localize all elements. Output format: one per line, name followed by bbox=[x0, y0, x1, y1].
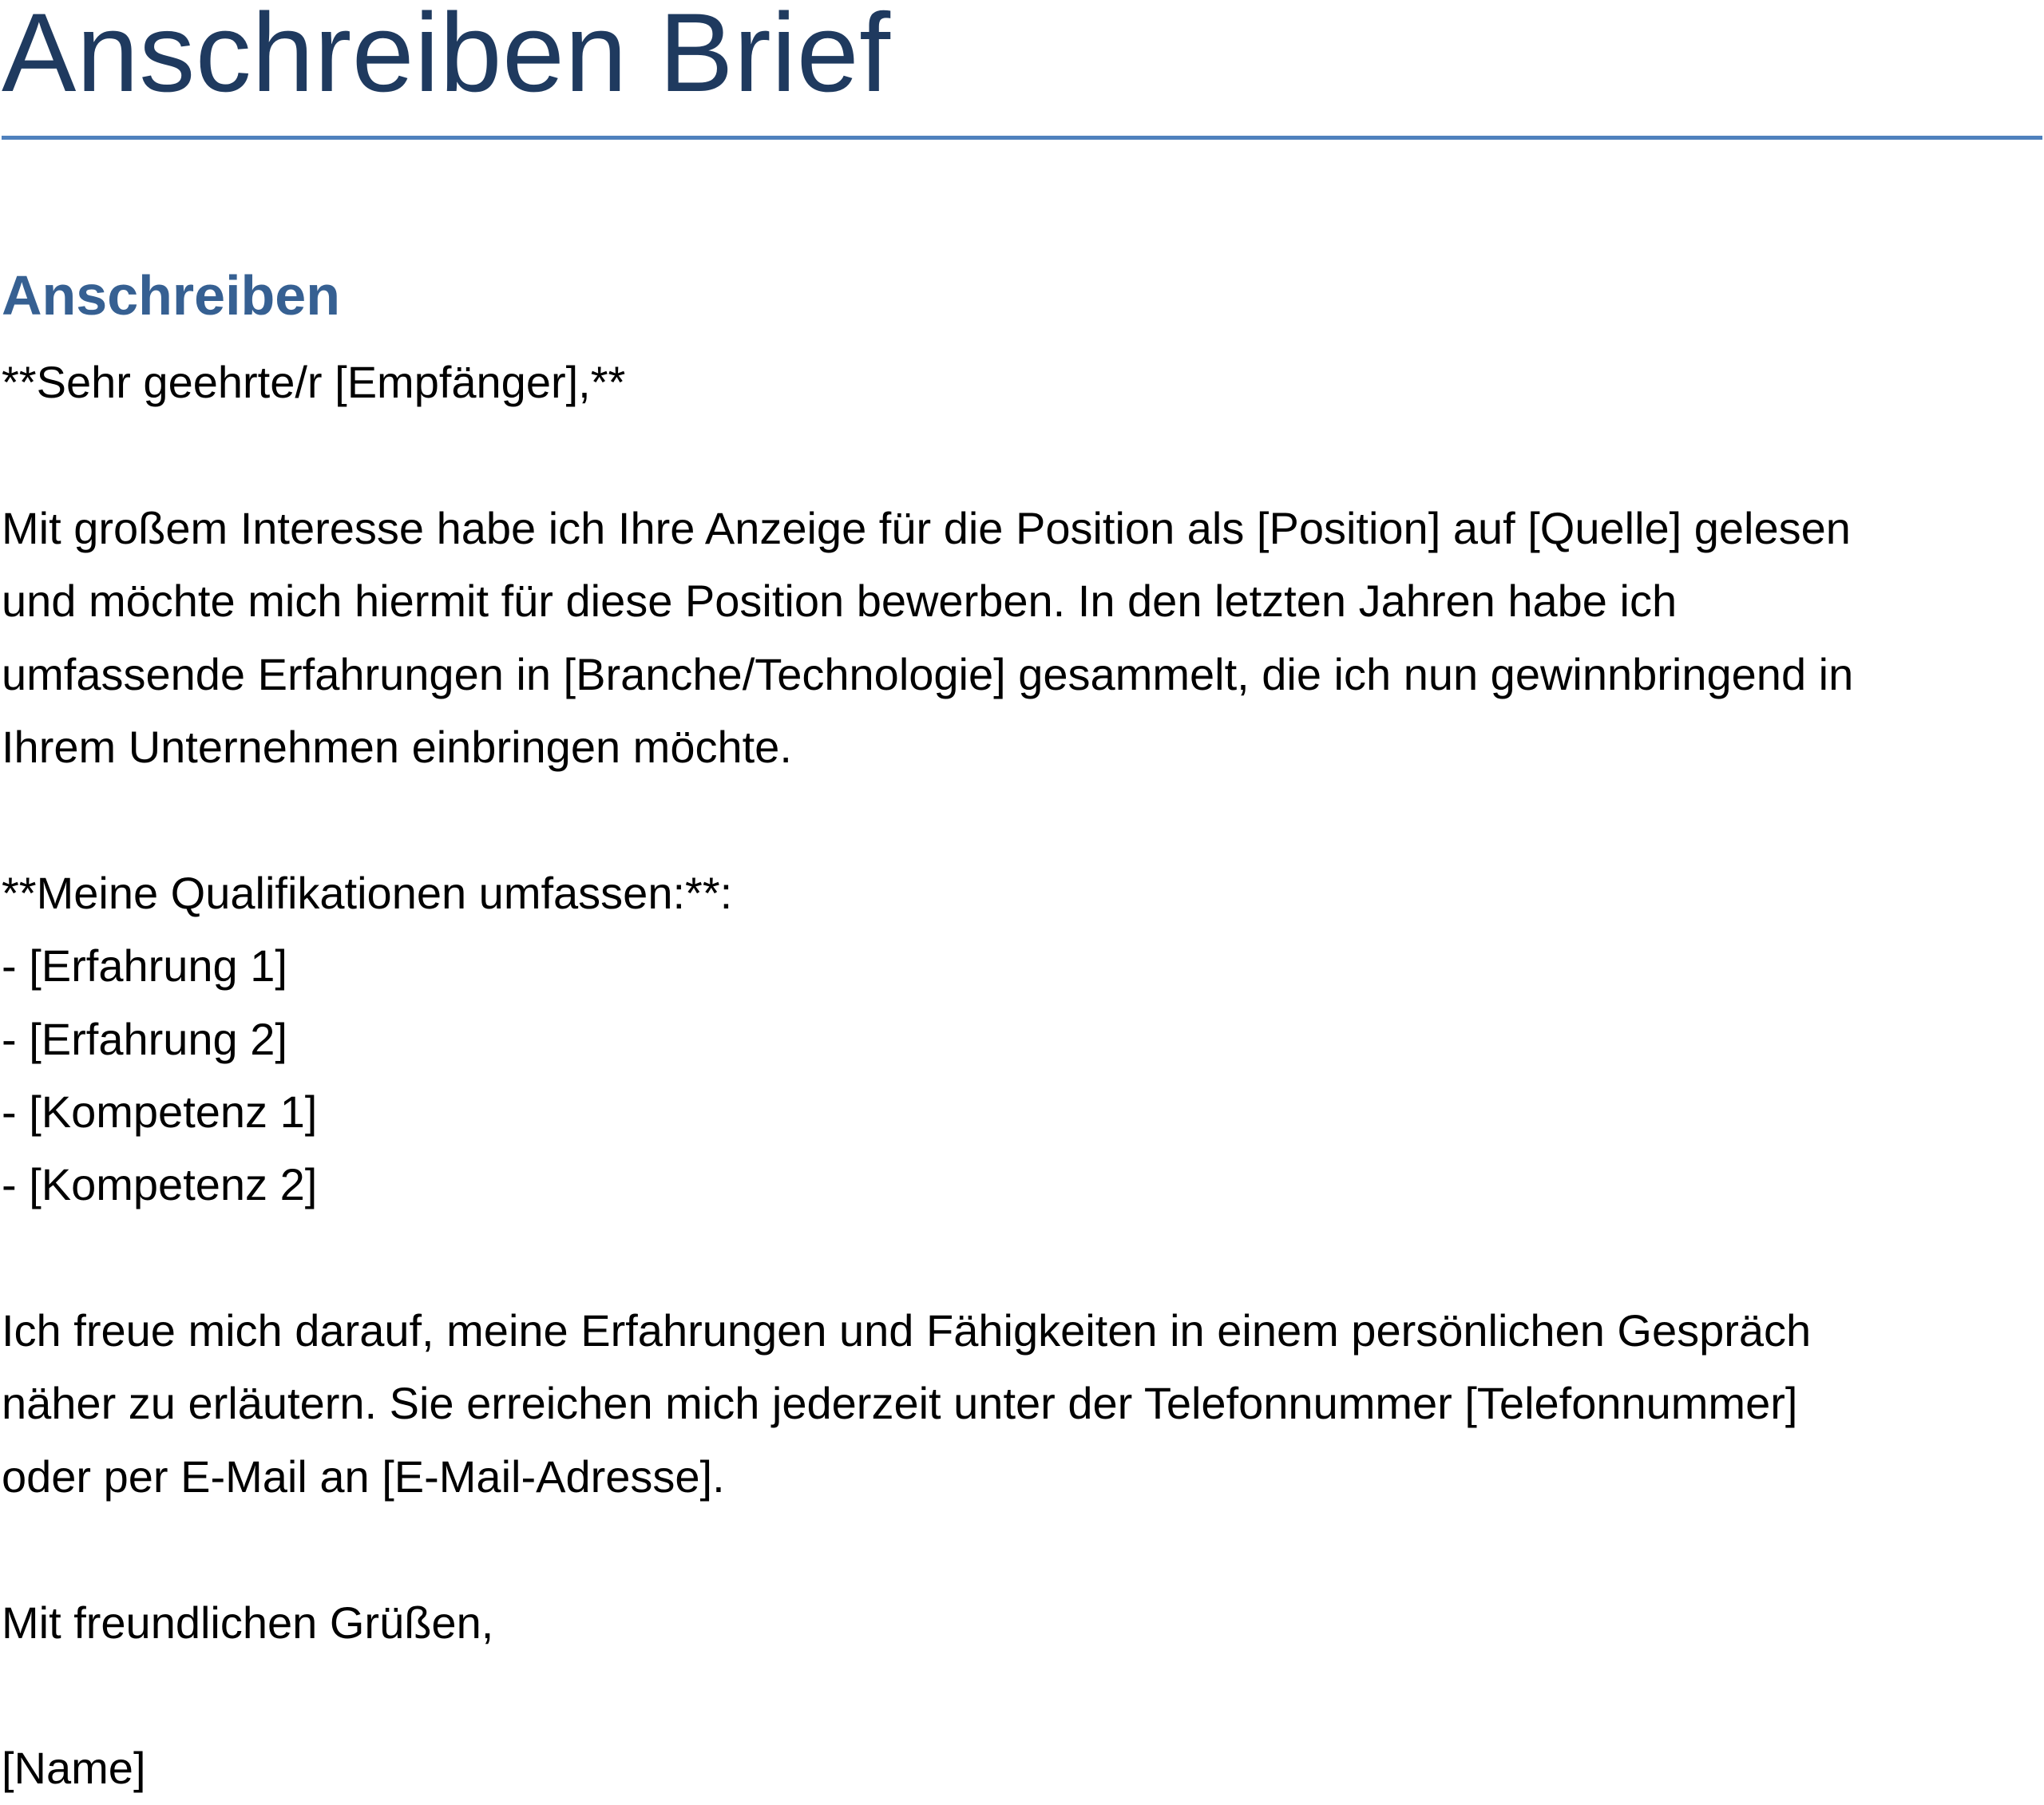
letter-body bbox=[2, 346, 2022, 1805]
sign-off: Mit freundlichen Grüßen, bbox=[2, 1597, 494, 1648]
spacer bbox=[2, 783, 2022, 856]
closing-line: Ich freue mich darauf, meine Erfahrungen und Fähigkeiten in einem persönlichen Gespräch bbox=[2, 1305, 1812, 1356]
qualification-item: - [Erfahrung 2] bbox=[2, 1013, 287, 1064]
document-title: Anschreiben Brief bbox=[2, 0, 891, 115]
greeting-line: **Sehr geehrte/r [Empfänger],** bbox=[2, 357, 626, 407]
intro-line: Ihrem Unternehmen einbringen möchte. bbox=[2, 721, 792, 772]
intro-line: und möchte mich hiermit für diese Position bewerben. In den letzten Jahren habe ich bbox=[2, 576, 1678, 627]
qualifications-heading: **Meine Qualifikationen umfassen:**: bbox=[2, 867, 733, 918]
title-divider bbox=[2, 136, 2042, 140]
signature-name: [Name] bbox=[2, 1743, 146, 1794]
closing-line: näher zu erläutern. Sie erreichen mich jederzeit unter der Telefonnummer [Telefonnummer] bbox=[2, 1378, 1798, 1429]
spacer bbox=[2, 418, 2022, 491]
qualification-item: - [Kompetenz 1] bbox=[2, 1086, 318, 1137]
closing-line: oder per E-Mail an [E-Mail-Adresse]. bbox=[2, 1451, 725, 1502]
spacer bbox=[2, 1221, 2022, 1294]
intro-line: Mit großem Interesse habe ich Ihre Anzeige für die Position als [Position] auf [Quelle] gelesen bbox=[2, 502, 1851, 553]
intro-line: umfassende Erfahrungen in [Branche/Technologie] gesammelt, die ich nun gewinnbringend in bbox=[2, 648, 1854, 699]
spacer bbox=[2, 1659, 2022, 1732]
qualification-item: - [Kompetenz 2] bbox=[2, 1159, 318, 1210]
qualification-item: - [Erfahrung 1] bbox=[2, 940, 287, 992]
spacer bbox=[2, 1513, 2022, 1585]
section-heading: Anschreiben bbox=[2, 264, 340, 327]
